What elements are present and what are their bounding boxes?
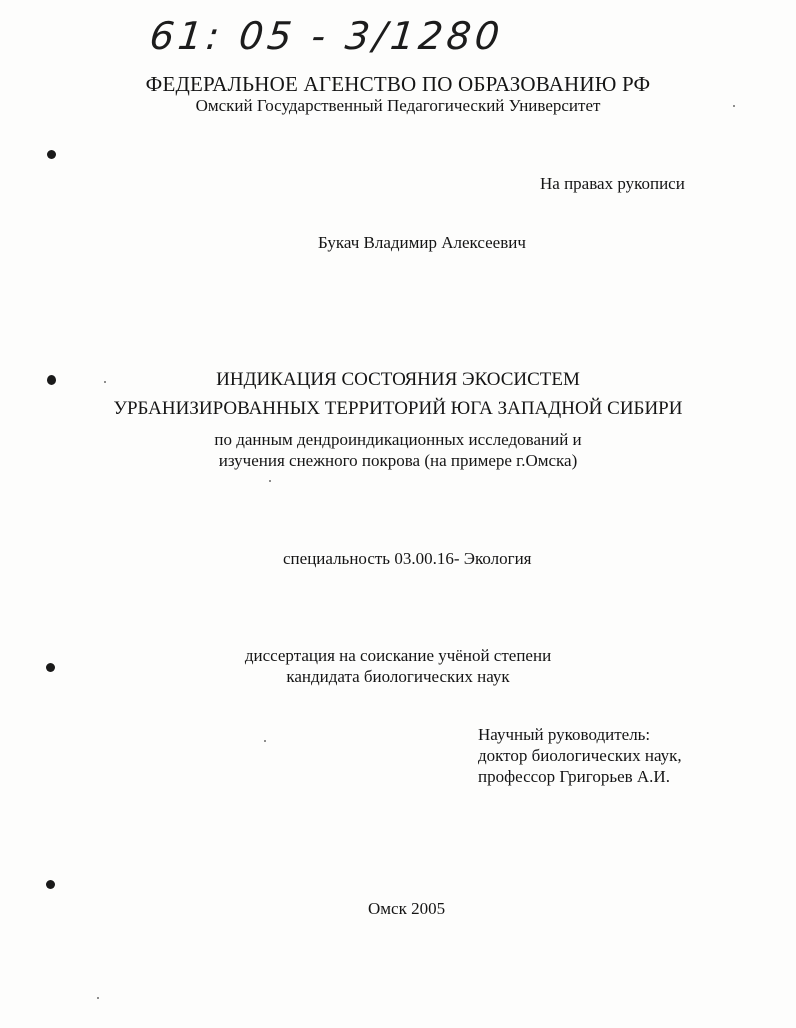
binding-hole-mark bbox=[47, 375, 56, 385]
binding-hole-mark bbox=[47, 150, 56, 159]
rights-note: На правах рукописи bbox=[540, 174, 685, 193]
supervisor-label: Научный руководитель: bbox=[478, 725, 651, 744]
thesis-title-line-1: ИНДИКАЦИЯ СОСТОЯНИЯ ЭКОСИСТЕМ bbox=[216, 369, 580, 390]
scan-speck bbox=[269, 480, 271, 482]
scan-speck bbox=[264, 740, 266, 742]
thesis-title-line-2: УРБАНИЗИРОВАННЫХ ТЕРРИТОРИЙ ЮГА ЗАПАДНОЙ СИБИРИ bbox=[113, 398, 683, 419]
university-name: Омский Государственный Педагогический Университет bbox=[195, 96, 601, 115]
dissertation-line-2: кандидата биологических наук bbox=[286, 667, 510, 686]
binding-hole-mark bbox=[46, 663, 55, 672]
city-year: Омск 2005 bbox=[368, 899, 446, 918]
supervisor-degree: доктор биологических наук, bbox=[478, 746, 682, 765]
agency-name: ФЕДЕРАЛЬНОЕ АГЕНСТВО ПО ОБРАЗОВАНИЮ РФ bbox=[145, 72, 651, 96]
thesis-subtitle-line-1: по данным дендроиндикационных исследований и bbox=[214, 430, 582, 449]
handwritten-archive-code: 61: 05 - 3/1280 bbox=[147, 14, 506, 58]
thesis-subtitle-line-2: изучения снежного покрова (на примере г.Омска) bbox=[218, 451, 578, 470]
supervisor-name: профессор Григорьев А.И. bbox=[478, 767, 670, 786]
author-name: Букач Владимир Алексеевич bbox=[318, 233, 526, 252]
binding-hole-mark bbox=[46, 880, 55, 889]
scan-speck bbox=[104, 381, 106, 383]
dissertation-line-1: диссертация на соискание учёной степени bbox=[244, 646, 552, 665]
scan-speck bbox=[733, 105, 735, 107]
scan-speck bbox=[97, 997, 99, 999]
specialty: специальность 03.00.16- Экология bbox=[283, 549, 532, 568]
